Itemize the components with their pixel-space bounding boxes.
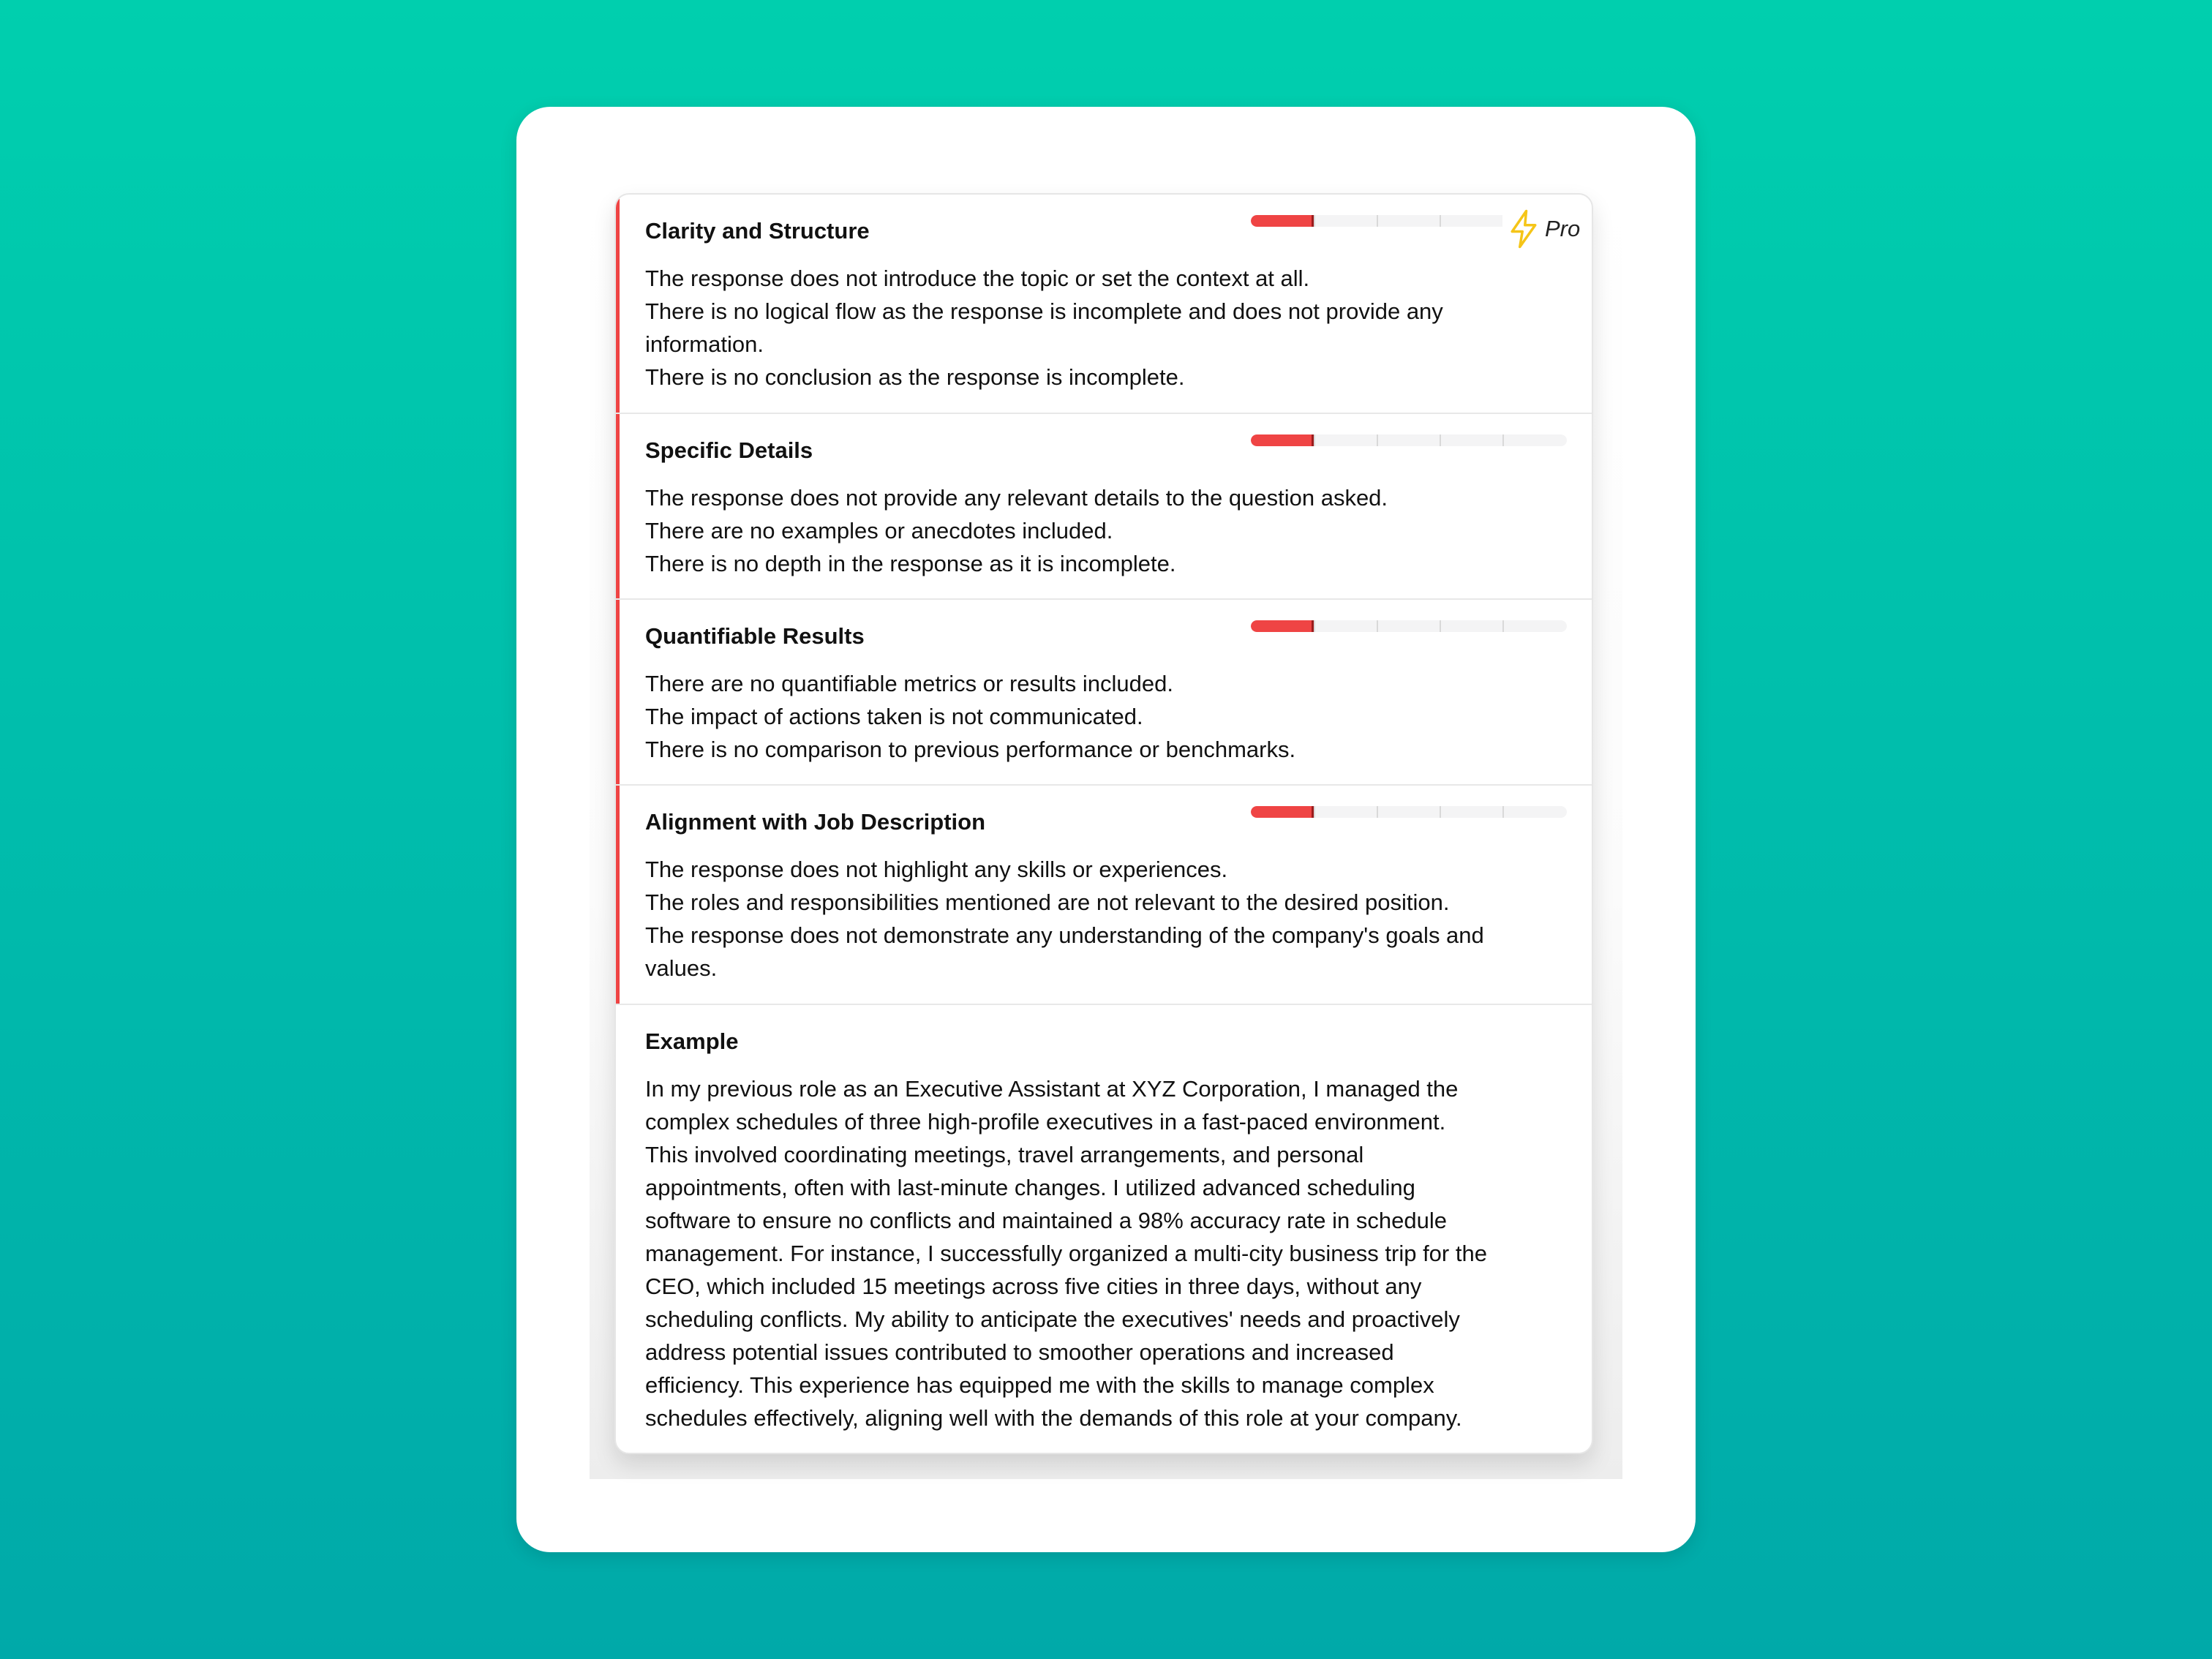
feedback-line: The response does not highlight any skills or experiences. bbox=[645, 857, 1228, 882]
example-title: Example bbox=[645, 1028, 739, 1054]
section-title: Alignment with Job Description bbox=[645, 809, 986, 835]
section-feedback-lines bbox=[645, 262, 1565, 394]
example-line: This involved coordinating meetings, travel arrangements, and personal bbox=[645, 1142, 1364, 1167]
example-line: scheduling conflicts. My ability to anticipate the executives' needs and proactively bbox=[645, 1306, 1460, 1332]
example-section bbox=[616, 1005, 1592, 1454]
feedback-line: information. bbox=[645, 331, 764, 357]
pro-label: Pro bbox=[1545, 216, 1581, 241]
score-bar bbox=[1251, 620, 1567, 632]
score-bar bbox=[1251, 806, 1567, 818]
score-tick bbox=[1377, 620, 1378, 632]
feedback-line: There are no quantifiable metrics or results included. bbox=[645, 671, 1173, 696]
feedback-line: The roles and responsibilities mentioned are not relevant to the desired position. bbox=[645, 889, 1450, 915]
lightning-icon bbox=[1508, 209, 1539, 249]
score-tick bbox=[1502, 806, 1504, 818]
score-tick bbox=[1502, 434, 1504, 446]
example-line: address potential issues contributed to smoother operations and increased bbox=[645, 1339, 1394, 1365]
example-line: In my previous role as an Executive Assistant at XYZ Corporation, I managed the bbox=[645, 1076, 1459, 1102]
score-tick bbox=[1440, 215, 1441, 227]
example-line: efficiency. This experience has equipped me with the skills to manage complex bbox=[645, 1372, 1434, 1398]
feedback-line: There are no examples or anecdotes included. bbox=[645, 518, 1113, 543]
feedback-line: values. bbox=[645, 955, 718, 981]
example-line: appointments, often with last-minute changes. I utilized advanced scheduling bbox=[645, 1175, 1415, 1200]
section-feedback-lines bbox=[645, 853, 1565, 985]
example-line: CEO, which included 15 meetings across five cities in three days, without any bbox=[645, 1274, 1422, 1299]
score-tick bbox=[1377, 806, 1378, 818]
feedback-line: There is no comparison to previous performance or benchmarks. bbox=[645, 737, 1296, 762]
score-tick bbox=[1502, 620, 1504, 632]
score-tick bbox=[1377, 215, 1378, 227]
example-line: complex schedules of three high-profile executives in a fast-paced environment. bbox=[645, 1109, 1446, 1135]
score-tick bbox=[1314, 215, 1315, 227]
score-tick bbox=[1440, 620, 1441, 632]
pro-badge[interactable] bbox=[1502, 208, 1580, 250]
score-bar bbox=[1251, 434, 1567, 446]
score-bar-fill bbox=[1251, 434, 1314, 446]
feedback-line: The response does not provide any relevant details to the question asked. bbox=[645, 485, 1388, 511]
section-title: Quantifiable Results bbox=[645, 623, 865, 649]
feedback-line: There is no depth in the response as it is incomplete. bbox=[645, 551, 1176, 576]
feedback-section-clarity bbox=[616, 195, 1592, 414]
score-tick bbox=[1314, 434, 1315, 446]
section-title: Clarity and Structure bbox=[645, 218, 870, 244]
feedback-line: There is no conclusion as the response is incomplete. bbox=[645, 364, 1185, 390]
score-tick bbox=[1314, 620, 1315, 632]
score-tick bbox=[1314, 806, 1315, 818]
example-line: software to ensure no conflicts and maintained a 98% accuracy rate in schedule bbox=[645, 1208, 1447, 1233]
feedback-line: There is no logical flow as the response is incomplete and does not provide any bbox=[645, 298, 1443, 324]
score-tick bbox=[1440, 806, 1441, 818]
score-tick bbox=[1377, 434, 1378, 446]
feedback-section-quantifiable-results bbox=[616, 600, 1592, 786]
section-title: Specific Details bbox=[645, 437, 813, 463]
feedback-section-specific-details bbox=[616, 414, 1592, 600]
section-feedback-lines bbox=[645, 481, 1565, 580]
score-bar-fill bbox=[1251, 215, 1314, 227]
example-line: management. For instance, I successfully organized a multi-city business trip for the bbox=[645, 1241, 1487, 1266]
feedback-line: The response does not introduce the topic or set the context at all. bbox=[645, 266, 1310, 291]
feedback-section-job-alignment bbox=[616, 786, 1592, 1005]
example-line: schedules effectively, aligning well with the demands of this role at your company. bbox=[645, 1405, 1462, 1431]
feedback-line: The response does not demonstrate any understanding of the company's goals and bbox=[645, 922, 1484, 948]
feedback-line: The impact of actions taken is not communicated. bbox=[645, 704, 1143, 729]
example-answer bbox=[645, 1072, 1570, 1434]
score-tick bbox=[1440, 434, 1441, 446]
score-bar-fill bbox=[1251, 620, 1314, 632]
section-feedback-lines bbox=[645, 667, 1565, 766]
score-bar-fill bbox=[1251, 806, 1314, 818]
feedback-panel bbox=[614, 193, 1593, 1454]
